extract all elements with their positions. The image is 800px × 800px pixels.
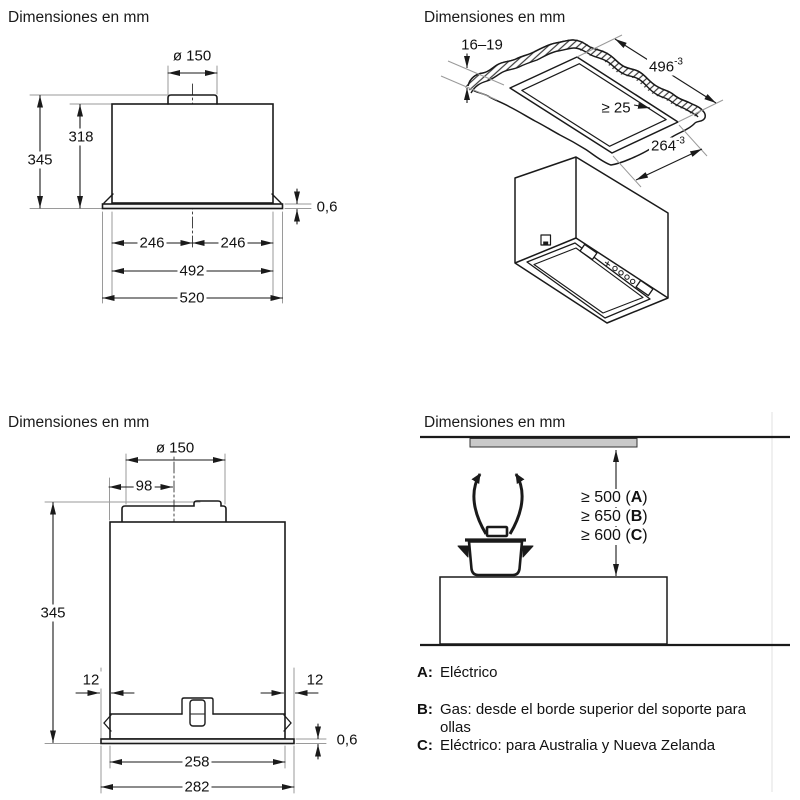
dim-duct-diameter: ø 150 bbox=[155, 439, 195, 457]
legend bbox=[417, 664, 777, 755]
legend-key-a: A: bbox=[417, 664, 433, 681]
cable-outlet-icon bbox=[541, 235, 551, 245]
panel-title-top-left: Dimensiones en mm bbox=[8, 9, 150, 26]
panel-title-top-right: Dimensiones en mm bbox=[424, 9, 566, 26]
front-view-drawing bbox=[30, 66, 311, 303]
cutout-length-value: 496 bbox=[649, 58, 675, 76]
dim-gap-left: 12 bbox=[82, 671, 100, 689]
dim-cutout-width bbox=[649, 135, 687, 155]
legend-text-b: Gas: desde el borde superior del soporte para ollas bbox=[440, 701, 747, 736]
panel-title-bottom-left: Dimensiones en mm bbox=[8, 414, 150, 431]
side-view-drawing bbox=[45, 443, 326, 793]
legend-text-c: Eléctrico: para Australia y Nueva Zelanda bbox=[440, 737, 716, 754]
dim-duct-diameter: ø 150 bbox=[172, 47, 212, 65]
dim-duct-offset: 98 bbox=[135, 477, 153, 495]
clearance-c-letter: C bbox=[630, 527, 643, 544]
dim-total-height: 345 bbox=[27, 151, 53, 169]
bottom-flange bbox=[101, 739, 294, 744]
dim-flange-thickness: 0,6 bbox=[316, 198, 338, 216]
clearance-b-letter: B bbox=[630, 508, 643, 525]
dim-half-width-left: 246 bbox=[139, 234, 165, 252]
dim-gap-right: 12 bbox=[306, 671, 324, 689]
cutout-view-drawing bbox=[441, 35, 723, 323]
hood-unit-3d bbox=[515, 157, 668, 323]
dim-panel-thickness: 16–19 bbox=[461, 36, 503, 54]
steam-arrow-left bbox=[474, 474, 486, 534]
clearance-c-value: ≥ 600 ( bbox=[581, 527, 631, 544]
hood-flange-bar bbox=[470, 439, 637, 448]
legend-item-c bbox=[417, 737, 777, 755]
dim-flange-thickness: 0,6 bbox=[336, 731, 358, 749]
cutout-width-value: 264 bbox=[651, 137, 677, 155]
legend-key-c: C: bbox=[417, 737, 433, 754]
steam-arrow-right bbox=[510, 474, 522, 534]
clearance-a-value: ≥ 500 ( bbox=[581, 489, 631, 506]
clearance-b: ≥ 650 (B) bbox=[578, 508, 651, 526]
legend-item-b bbox=[417, 701, 777, 737]
cutout-width-tolerance: -3 bbox=[676, 135, 685, 147]
clearance-b-value: ≥ 650 ( bbox=[581, 508, 631, 525]
dim-total-width: 282 bbox=[184, 778, 210, 796]
clearance-a: ≥ 500 (A) bbox=[578, 489, 651, 507]
pot-icon bbox=[458, 474, 533, 575]
legend-text-a: Eléctrico bbox=[440, 664, 498, 681]
clearance-a-letter: A bbox=[630, 489, 643, 506]
latch-slider bbox=[190, 700, 205, 726]
dim-half-width-right: 246 bbox=[220, 234, 246, 252]
dim-cutout-length bbox=[647, 56, 685, 76]
panel-title-bottom-right: Dimensiones en mm bbox=[424, 414, 566, 431]
dim-body-width: 492 bbox=[179, 262, 205, 280]
dim-body-height: 318 bbox=[68, 128, 94, 146]
legend-item-a bbox=[417, 664, 777, 682]
dim-total-width: 520 bbox=[179, 289, 205, 307]
dim-total-height: 345 bbox=[40, 604, 66, 622]
bottom-flange bbox=[103, 204, 283, 209]
worktop-block bbox=[440, 577, 667, 644]
dim-min-distance: ≥ 25 bbox=[601, 99, 631, 117]
cutout-length-tolerance: -3 bbox=[674, 56, 683, 68]
dim-body-width: 258 bbox=[184, 753, 210, 771]
clearance-c: ≥ 600 (C) bbox=[578, 527, 651, 545]
legend-key-b: B: bbox=[417, 701, 433, 718]
